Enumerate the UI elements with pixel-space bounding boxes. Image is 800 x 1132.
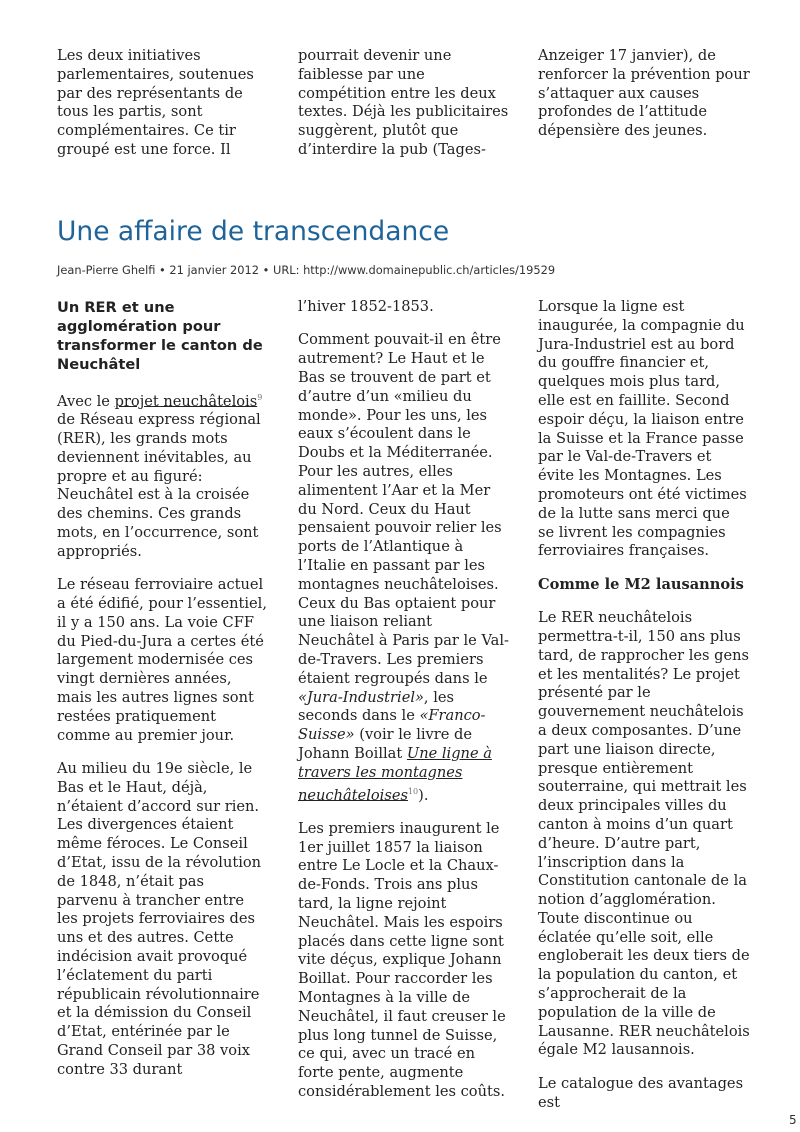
text-span: Avec le [57,392,115,410]
page-number: 5 [789,1113,797,1127]
text-span: , les seconds dans le [298,688,454,725]
paragraph: Les premiers inaugurent le 1er juillet 1857 la liaison entre Le Locle et la Chaux-de-Fonds. Trois ans plus tard, la ligne rejoint Neuchâtel. Mais les espoirs placés dans cette ligne sont vite déçus, explique Johann Boillat. Pour raccorder les Montagnes à la ville de Neuchâtel, il faut creuser le plus long tunnel de Suisse, ce qui, avec un tracé en forte pente, augmente considérablement les coûts. [298,819,506,1100]
text-span: Comment pouvait-il en être autrement? Le Haut et le Bas se trouvent de part et d’autre d’un «milieu du monde». Pour les uns, les eaux s’écoulent dans le Doubs et la Méditerranée. Pour les autres, elles alimentent l’Aar et la Mer du Nord. Ceux du Haut pensaient pouvoir relier les ports de l’Atlantique à l’Italie en passant par les montagnes neuchâteloises. Ceux du Bas optaient pour une liaison reliant Neuchâtel à Paris par le Val-de-Travers. Les premiers étaient regroupés dans le [298,331,509,687]
intro-column-3 [538,47,750,156]
paragraph [298,331,510,805]
article-column-3 [538,298,750,1127]
emphasis: «Franco-Suisse» [298,707,486,744]
paragraph: Le catalogue des avantages est [538,1074,744,1111]
footnote-marker: 10 [407,786,419,796]
paragraph: l’hiver 1852-1853. [298,298,434,315]
text-span: (voir le livre de Johann Boillat [298,726,473,762]
intro-paragraph: pourrait devenir une faiblesse par une compétition entre les deux textes. Déjà les publicitaires suggèrent, plutôt que d’interdire la pub (Tages- [298,47,509,158]
section-subheading: Un RER et une agglomération pour transformer le canton de Neuchâtel [57,299,263,373]
text-span: de Réseau express régional (RER), les grands mots deviennent inévitables, au propre et au figuré: Neuchâtel est à la croisée des chemins. Ces grands mots, en l’occurrence, sont appropriés. [57,411,261,560]
article-column-1 [57,298,269,1094]
article-column-2 [298,298,510,1116]
link-text[interactable]: Une ligne à travers les montagnes neuchâteloises [298,744,492,804]
text-span: ). [418,786,429,804]
intro-paragraph: Anzeiger 17 janvier), de renforcer la prévention pour s’attaquer aux causes profondes de l’attitude dépensière des jeunes. [538,47,750,140]
paragraph: Le réseau ferroviaire actuel a été édifié, pour l’essentiel, il y a 150 ans. La voie CFF du Pied-du-Jura a certes été largement modernisée ces vingt dernières années, mais les autres lignes sont restées pratiquement comme au premier jour. [57,576,267,744]
emphasis: «Jura-Industriel» [298,688,424,706]
footnote-marker: 9 [257,392,263,402]
paragraph: Le RER neuchâtelois permettra-t-il, 150 ans plus tard, de rapprocher les gens et les mentalités? Le projet présenté par le gouvernement neuchâtelois a deux composantes. D’une part une liaison directe, presque entièrement souterraine, qui mettrait les deux principales villes du canton à moins d’un quart d’heure. D’autre part, l’inscription dans la Constitution cantonale de la notion d’agglomération. Toute discontinue ou éclatée qu’elle soit, elle engloberait les deux tiers de la population du canton, et s’approcherait de la population de la ville de Lausanne. RER neuchâtelois égale M2 lausannois. [538,609,750,1059]
article-title: Une affaire de transcendance [57,216,450,247]
intro-paragraph: Les deux initiatives parlementaires, soutenues par des représentants de tous les partis, sont complémentaires. Ce tir groupé est une force. Il [57,47,254,158]
article-byline: Jean-Pierre Ghelfi • 21 janvier 2012 • URL: http://www.domainepublic.ch/articles/19529 [57,263,556,277]
paragraph [57,389,269,562]
link-projet-neuchatelois[interactable]: projet neuchâtelois [114,392,258,410]
paragraph: Au milieu du 19e siècle, le Bas et le Haut, déjà, n’étaient d’accord sur rien. Les divergences étaient même féroces. Le Conseil d’Etat, issu de la révolution de 1848, n’était pas parvenu à trancher entre les projets ferroviaires des uns et des autres. Cette indécision avait provoqué l’éclatement du parti républicain révolutionnaire et la démission du Conseil d’Etat, entérinée par le Grand Conseil par 38 voix contre 33 durant [57,759,262,1078]
paragraph: Lorsque la ligne est inaugurée, la compagnie du Jura-Industriel est au bord du gouffre financier et, quelques mois plus tard, elle est en faillite. Second espoir déçu, la liaison entre la Suisse et la France passe par le Val-de-Travers et évite les Montagnes. Les promoteurs ont été victimes de la lutte sans merci que se livrent les compagnies ferroviaires françaises. [538,298,747,560]
intro-column-2 [298,47,510,174]
intro-column-1 [57,47,269,174]
section-subheading: Comme le M2 lausannois [538,575,744,593]
